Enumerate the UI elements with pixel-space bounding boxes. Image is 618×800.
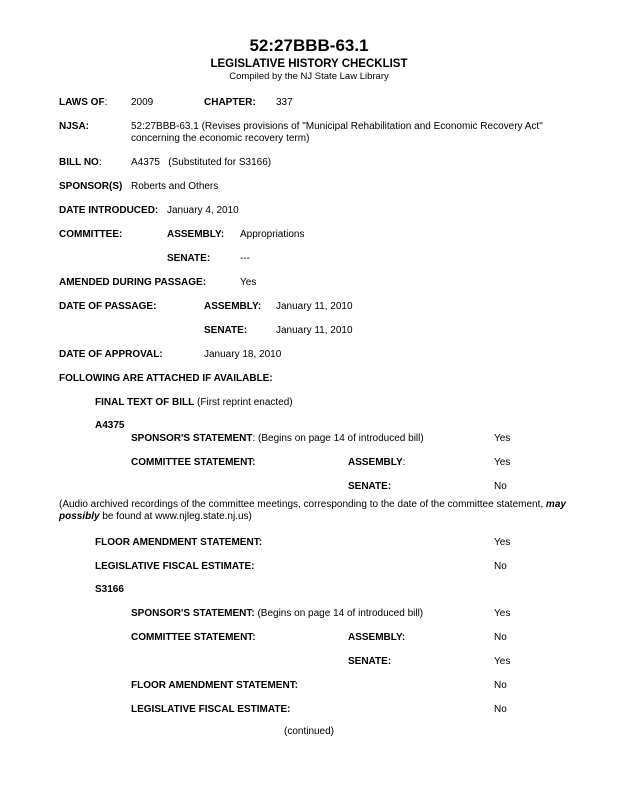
a4375-senate-value: No: [494, 481, 507, 492]
laws-of-label: LAWS OF:: [59, 97, 108, 108]
sponsors-value: Roberts and Others: [131, 181, 219, 192]
a4375-senate-label: SENATE:: [348, 481, 392, 492]
committee-senate-label: SENATE:: [167, 253, 211, 264]
a4375-committee-statement-label: COMMITTEE STATEMENT:: [131, 457, 256, 468]
njsa-label: NJSA:: [59, 121, 90, 132]
approval-label: DATE OF APPROVAL:: [59, 349, 163, 360]
a4375-floor-amendment-value: Yes: [494, 537, 511, 548]
document-title: LEGISLATIVE HISTORY CHECKLIST: [210, 58, 408, 70]
njsa-value: 52:27BBB-63.1 (Revises provisions of "Municipal Rehabilitation and Economic Recovery Act" concerning the economic recovery term): [131, 121, 543, 144]
s3166-fiscal-estimate-value: No: [494, 704, 507, 715]
amended-label: AMENDED DURING PASSAGE:: [59, 277, 207, 288]
approval-value: January 18, 2010: [204, 349, 282, 360]
passage-senate-label: SENATE:: [204, 325, 248, 336]
final-text: FINAL TEXT OF BILL (First reprint enacted): [95, 397, 293, 408]
passage-label: DATE OF PASSAGE:: [59, 301, 157, 312]
bill-no-label: BILL NO:: [59, 157, 102, 168]
a4375-fiscal-estimate-value: No: [494, 561, 507, 572]
date-introduced-value: January 4, 2010: [167, 205, 239, 216]
s3166-committee-statement-label: COMMITTEE STATEMENT:: [131, 632, 256, 643]
a4375-assembly-value: Yes: [494, 457, 511, 468]
a4375-floor-amendment-label: FLOOR AMENDMENT STATEMENT:: [95, 537, 263, 548]
chapter-label: CHAPTER:: [204, 97, 256, 108]
audio-archive-note: (Audio archived recordings of the committee meetings, corresponding to the date of the committee statement, may possibly be found at www.njleg.state.nj.us): [59, 499, 566, 522]
continued-note: (continued): [283, 726, 335, 737]
s3166-assembly-value: No: [494, 632, 507, 643]
s3166-sponsor-statement-value: Yes: [494, 608, 511, 619]
a4375-sponsor-statement: SPONSOR'S STATEMENT: (Begins on page 14 of introduced bill): [131, 433, 424, 444]
s3166-senate-value: Yes: [494, 656, 511, 667]
a4375-assembly-label: ASSEMBLY:: [348, 457, 406, 468]
committee-assembly-value: Appropriations: [240, 229, 305, 240]
committee-senate-value: ---: [240, 253, 250, 264]
laws-of-year: 2009: [131, 97, 154, 108]
a4375-sponsor-statement-value: Yes: [494, 433, 511, 444]
statute-citation: 52:27BBB-63.1: [249, 36, 369, 55]
s3166-floor-amendment-value: No: [494, 680, 507, 691]
s3166-floor-amendment-label: FLOOR AMENDMENT STATEMENT:: [131, 680, 299, 691]
passage-assembly-label: ASSEMBLY:: [204, 301, 262, 312]
amended-value: Yes: [240, 277, 257, 288]
attached-heading: FOLLOWING ARE ATTACHED IF AVAILABLE:: [59, 373, 273, 384]
bill-no-value: A4375 (Substituted for S3166): [131, 157, 272, 168]
a4375-fiscal-estimate-label: LEGISLATIVE FISCAL ESTIMATE:: [95, 561, 255, 572]
sponsors-label: SPONSOR(S): [59, 181, 123, 192]
a4375-label: A4375: [95, 420, 125, 431]
s3166-sponsor-statement: SPONSOR'S STATEMENT: (Begins on page 14 of introduced bill): [131, 608, 424, 619]
s3166-fiscal-estimate-label: LEGISLATIVE FISCAL ESTIMATE:: [131, 704, 291, 715]
committee-label: COMMITTEE:: [59, 229, 123, 240]
date-introduced-label: DATE INTRODUCED:: [59, 205, 159, 216]
s3166-senate-label: SENATE:: [348, 656, 392, 667]
s3166-label: S3166: [95, 584, 124, 595]
compiled-by: Compiled by the NJ State Law Library: [229, 71, 389, 82]
passage-senate-value: January 11, 2010: [276, 325, 353, 336]
committee-assembly-label: ASSEMBLY:: [167, 229, 225, 240]
s3166-assembly-label: ASSEMBLY:: [348, 632, 406, 643]
chapter-value: 337: [276, 97, 293, 108]
passage-assembly-value: January 11, 2010: [276, 301, 353, 312]
